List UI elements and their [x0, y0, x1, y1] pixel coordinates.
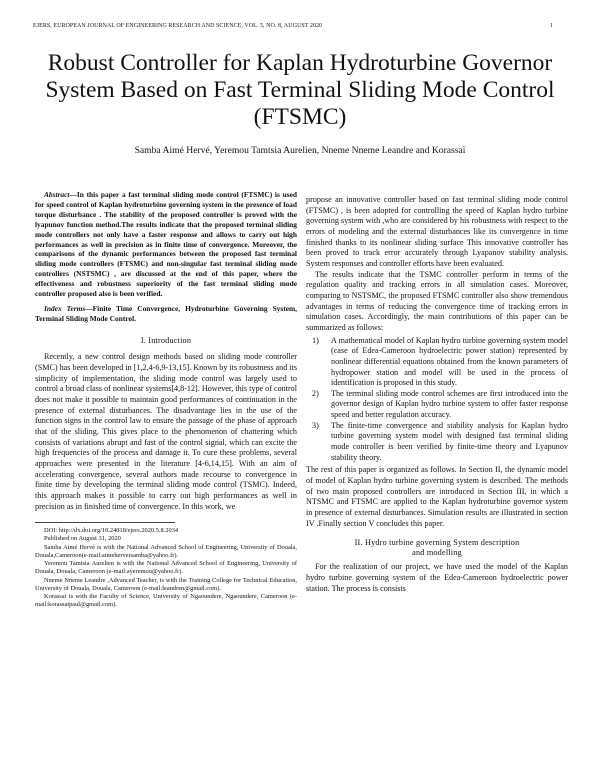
section-heading-introduction: I. Introduction: [140, 335, 192, 345]
index-terms-label: Index Terms: [44, 303, 86, 313]
list-item: [306, 421, 568, 464]
list-item-number: 2): [312, 388, 319, 398]
section-heading-system-description: [306, 538, 568, 558]
intro-continuation: propose an innovative controller based on fast terminal sliding mode control (FTSMC) , is been adopted for controlling the speed of Kaplan hydro turbine governing system with ,who are considered by his robustness with respect to the errors of modeling and the external disturbances like its convergence in time finished thanks to its nonlinear sliding surface This innovative controller has been proved to track error accurately through Lyapanov stability analysis. System responses and controller efforts have been evaluated.: [306, 195, 568, 268]
footnote-divider: [35, 522, 175, 523]
organization-paragraph: The rest of this paper is organized as follows. In Section II, the dynamic model of model of Kaplan hydro turbine governing system is described. The methods of two main proposed controllers are introduced in Section III, in which a NTSMC and FTSMC are applied to the Kaplan hydroturbine governor system in presence of external disturbances. Simulation results are illustrated in section IV .Finally section V concludes this paper.: [306, 465, 568, 528]
abstract-label: Abstract: [44, 190, 70, 199]
list-item-text: A mathematical model of Kaplan hydro turbine governing system model (case of Edea-Cameroon hydroelectric power station) represented by nonlinear differential equations obtained from the known parameters of hydropower station and model will be used in the process of identification is proposed in this study.: [331, 335, 568, 388]
list-item: [306, 336, 568, 389]
index-terms-text: —Finite Time Convergence, Hydroturbine Governing System, Terminal Sliding Mode Control.: [35, 303, 298, 323]
author-list: Samba Aimé Hervé, Yeremou Tamtsia Aurelien, Nneme Nneme Leandre and Korassaï: [134, 145, 466, 156]
paper-title: Robust Controller for Kaplan Hydroturbine Governor System Based on Fast Terminal Sliding Mode Control (FTSMC): [45, 50, 555, 130]
footnote-author-2: Yeremou Tamtsia Aurelien is with the National Advanced School of Engineering, University of Douala, Douala, Cameroon (e-mail:ayeremou@yahoo.fr).: [35, 560, 297, 576]
list-item-text: The terminal sliding mode control schemes are first introduced into the governor design of Kaplan hydro turbine system to offer faster response speed and better regulation accuracy.: [331, 388, 568, 420]
list-item-number: 3): [312, 420, 319, 430]
list-item: [306, 389, 568, 421]
contributions-list: [306, 336, 568, 464]
modelling-paragraph: For the realization of our project, we have used the model of the Kaplan hydro turbine governing system of the Edea-Cameroon hydroelectric power station. The process is consists: [306, 562, 568, 593]
abstract-text: —In this paper a fast terminal sliding mode control (FTSMC) is used for speed control of Kaplan hydroturbine governing system in the presence of load torque disturbance . The stability of the proposed controller is proved with the lyapunov function method.The results indicate that the proposed terminal sliding mode controllers not only have a faster response and allows to carry out high performances as well in precision as in finite time of convergence. Moreover, the comparisons of the dynamic performances between the proposed fast terminal sliding mode controllers (FTSMC) and non-singular fast terminal sliding mode controllers (NSTSMC) , are discussed at the end of this paper, where the effectiveness and robustness superiority of the fast terminal sliding mode controller proposed also is been verified.: [35, 190, 297, 299]
journal-header: EJERS, EUROPEAN JOURNAL OF ENGINEERING RESEARCH AND SCIENCE, VOL. 5, NO. 8, AUGUST 2020: [33, 23, 323, 29]
list-item-text: The finite-time convergence and stability analysis for Kaplan hydro turbine governing system model with designed fast terminal sliding mode controller is been verified by finite-time theory and Lyapunov stability theory.: [331, 420, 568, 462]
footnote-author-1: Samba Aimé Hervé is with the National Advanced School of Engineering, University of Douala, Douala,Cameroon(e-mail:aimeherversamba@yahoo.fr).: [35, 543, 297, 559]
results-paragraph: The results indicate that the TSMC controller perform in terms of the regulation quality and tracking errors in all simulation cases. Moreover, comparing to NSTSMC, the proposed FTSMC controller also show tremendous advantages in terms of reducing the convergence time of tracking errors in simulation cases. Accordingly, the main contributions of this paper can be summarized as follows:: [306, 269, 568, 332]
footnote-author-4: Korassaï is with the Faculty of Science, University of Ngaoundere, Ngaoundere, Cameroon (e-mail:korassaipaul@gmail.com).: [35, 592, 297, 609]
running-header: [33, 23, 553, 29]
footnote-author-3: Nneme Nneme Leandre ,Advanced Teacher, is with the Training College for Technical Education, University of Douala, Douala, Cameroon (e-mail:leandren@gmail.com).: [35, 576, 297, 592]
footnote-doi: DOI: http://dx.doi.org/10.24018/ejers.2020.5.8.2034: [44, 527, 179, 535]
footnotes: [35, 527, 297, 609]
list-item-number: 1): [312, 335, 319, 345]
intro-paragraph: Recently, a new control design methods based on sliding mode controller (SMC) has been developed in [1,2,4-6,9-13,15]. Known by its robustness and its simplicity of implementation, the sliding mode control was largely used to control a broad class of nonlinear systems[4,8-12]. However, this type of control does not make it possible to maintain good performances of continuation in the presence of external disturbances. The disadvantage lies in the use of the function signs in the control law to ensure the passage of the phase of approach that of the sliding. This gives place to the phenomenon of chattering which consists of variations abrupt and fast of the control signal, which can excite the high frequencies of the process and damage it. To cure these problems, several approaches were presented in the literature [4-6,14,15]. With an aim of accelerating convergence, several authors made recourse to convergence in finite time by developing the terminal sliding mode control (TSMC). Indeed, this approach makes it possible to carry out high performances as well in precision as in finished time of convergence. In this work, we: [35, 352, 297, 511]
left-column: [35, 190, 297, 609]
page-number: 1: [549, 23, 553, 29]
section-heading-line-2: and modelling: [412, 548, 462, 558]
right-column: [306, 195, 568, 594]
index-terms: [35, 304, 297, 324]
footnote-published: Published on August 31, 2020: [44, 535, 121, 543]
section-heading-line-1: II. Hydro turbine governing System description: [354, 538, 520, 548]
abstract: [35, 190, 297, 299]
